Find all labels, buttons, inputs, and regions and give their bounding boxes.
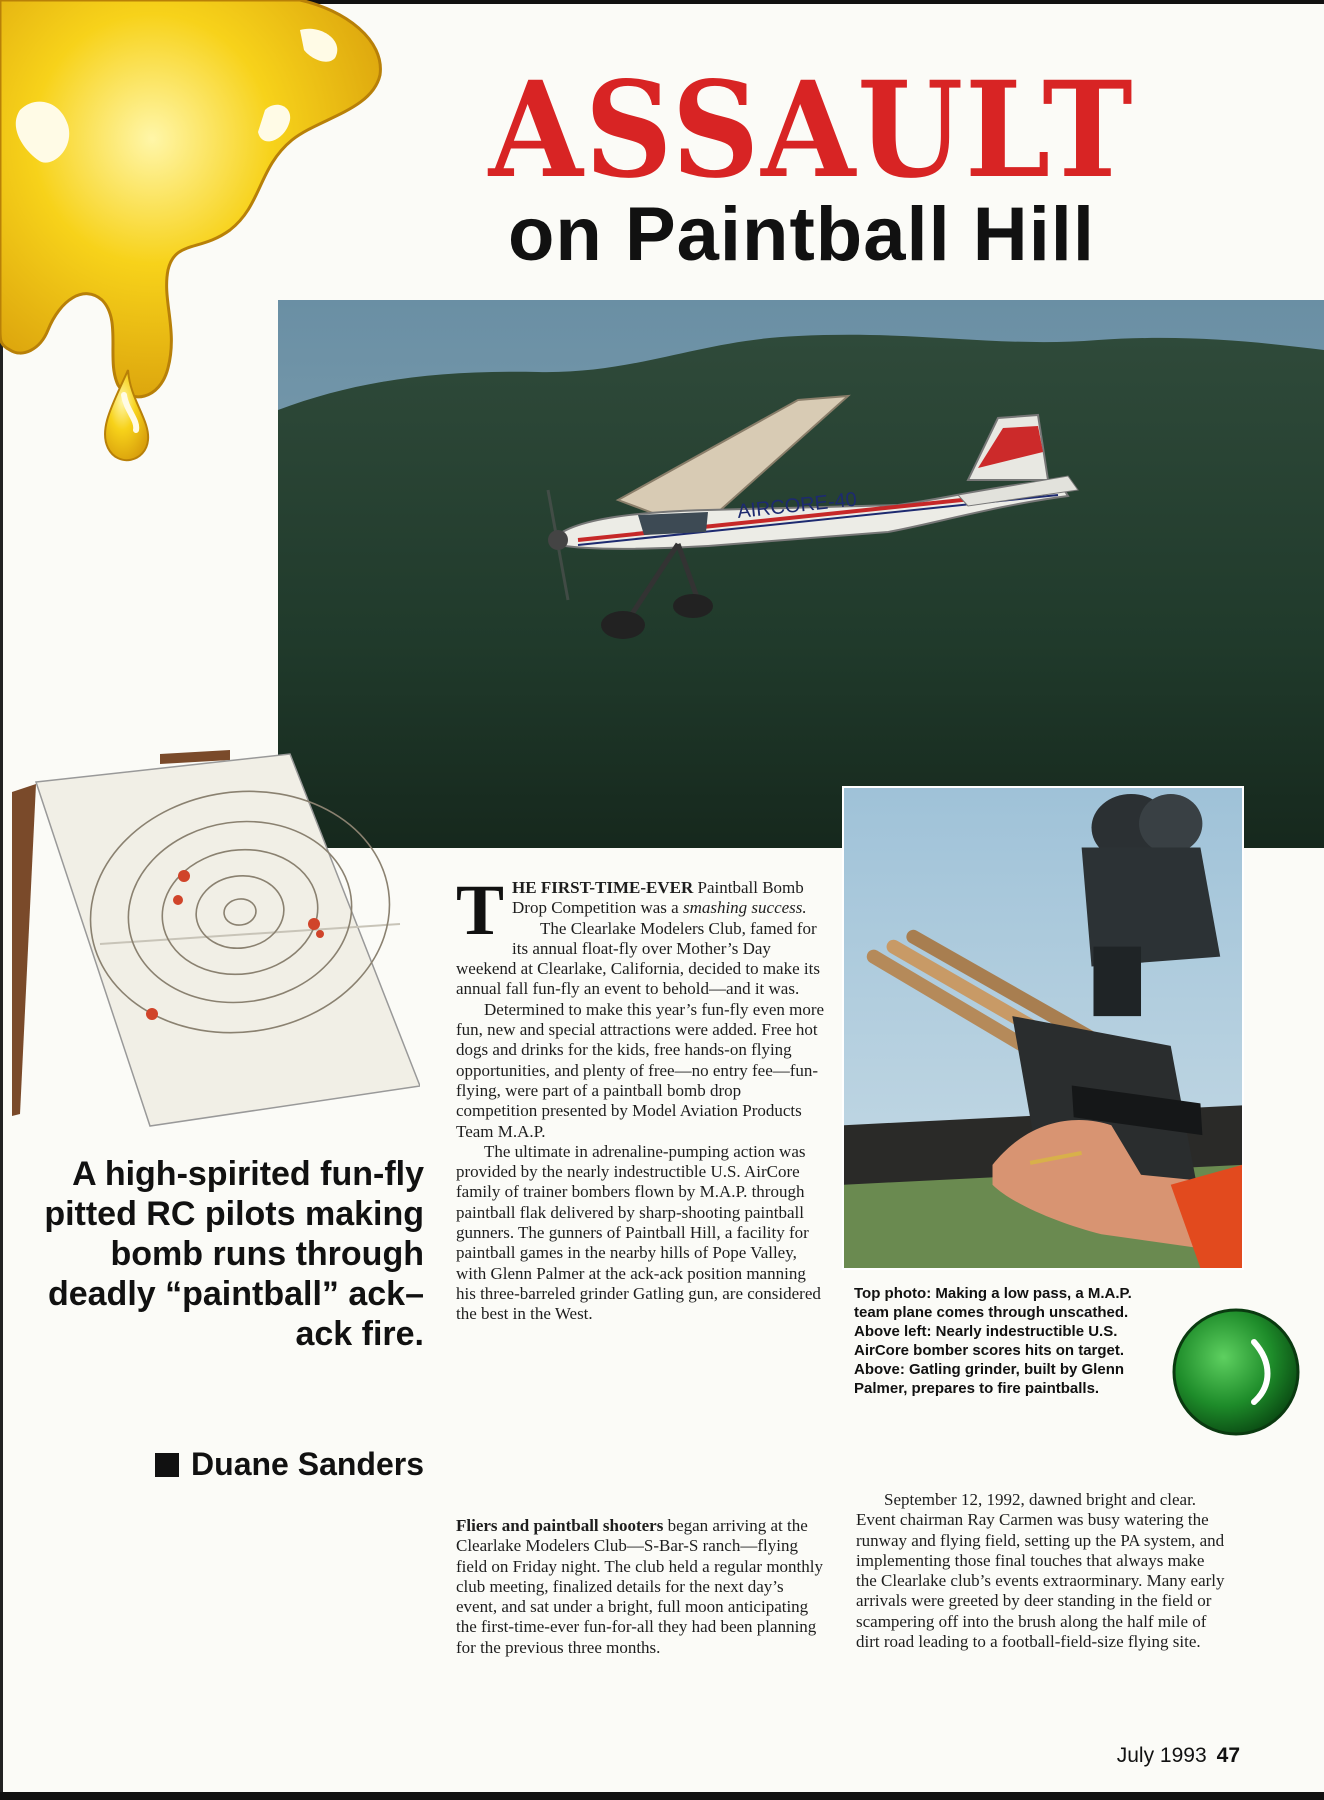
article-paragraph: September 12, 1992, dawned bright and clear. Event chairman Ray Carmen was busy watering the runway and flying field, setting up the PA system, and implementing those final touches that always make the Clearlake club’s events extraorminary. Many early arrivals were greeted by deer standing in the field or scampering off into the brush along the half mile of dirt road leading to a football-field-size flying site. bbox=[856, 1490, 1225, 1652]
plane-marking: AIRCORE-40 bbox=[736, 488, 858, 523]
headline-subtitle: on Paintball Hill bbox=[508, 192, 1096, 277]
lead-text: Paintball Bomb Drop Competition was a bbox=[512, 878, 804, 918]
byline bbox=[80, 1442, 424, 1486]
run-in-text: began arriving at the Clearlake Modelers Club—S-Bar-S ranch—flying field on Friday night. The club held a regular monthly club meeting, finalized details for the next day’s event, and sat under a bright, full moon anticipating the first-time-ever fun-for-all they had been planning for the previous three months. bbox=[456, 1516, 823, 1657]
article-column-2-lower bbox=[856, 1490, 1228, 1652]
folio-issue: July 1993 bbox=[1116, 1744, 1207, 1767]
target-photo bbox=[0, 734, 420, 1140]
drop-cap: T bbox=[456, 870, 505, 950]
photo-caption: Top photo: Making a low pass, a M.A.P. team plane comes through unscathed. Above left: Nearly indestructible U.S. AirCore bomber scores hits on target. Above: Gatling grinder, built by Glenn Palmer, prepares to fire paintballs. bbox=[854, 1285, 1132, 1397]
byline-square-bullet bbox=[155, 1453, 179, 1477]
run-in-heading: Fliers and paintball shooters bbox=[456, 1516, 664, 1535]
byline-author: Duane Sanders bbox=[191, 1446, 424, 1482]
lead-italic: smashing success. bbox=[682, 898, 807, 918]
gatling-gun-photo bbox=[842, 786, 1244, 1270]
page-folio bbox=[1010, 1742, 1240, 1770]
article-column-1-lower bbox=[456, 1516, 826, 1658]
headline-title: ASSAULT bbox=[488, 53, 1135, 208]
plane-photo bbox=[278, 300, 1324, 848]
lead-paragraph bbox=[456, 870, 826, 950]
green-paintball-icon bbox=[1168, 1304, 1304, 1440]
article-paragraph: The Clearlake Modelers Club, famed for its annual float-fly over Mother’s Day weekend at Clearlake, California, decided to make its annual fall fun-fly an event to behold—and it was. bbox=[456, 918, 820, 999]
page-border-bottom bbox=[0, 1792, 1324, 1800]
article-paragraph: The ultimate in adrenaline-pumping action was provided by the nearly indestructible U.S. AirCore family of trainer bombers flown by M.A.P. through paintball flak delivered by sharp-shooting paintball gunners. The gunners of Paintball Hill, a facility for paintball games in the nearby hills of Pope Valley, with Glenn Palmer at the ack-ack position manning his three-barreled grinder Gatling gun, are considered the best in the West. bbox=[456, 1141, 821, 1324]
article-paragraph: Determined to make this year’s fun-fly even more fun, new and special attractions were added. Free hot dogs and drinks for the kids, free hands-on flying opportunities, and plenty of free—no entry fee—fun-flying, were part of a paintball bomb drop competition presented by Model Aviation Products Team M.A.P. bbox=[456, 999, 825, 1141]
folio-page-number: 47 bbox=[1216, 1744, 1240, 1767]
article-paragraph bbox=[456, 1516, 826, 1658]
lead-caps: HE FIRST-TIME-EVER bbox=[512, 878, 694, 897]
article-deck: A high-spirited fun-fly pitted RC pilots making bomb runs through deadly “paintball” ack–ack fire. bbox=[44, 1155, 424, 1353]
article-column-1 bbox=[456, 870, 826, 1325]
